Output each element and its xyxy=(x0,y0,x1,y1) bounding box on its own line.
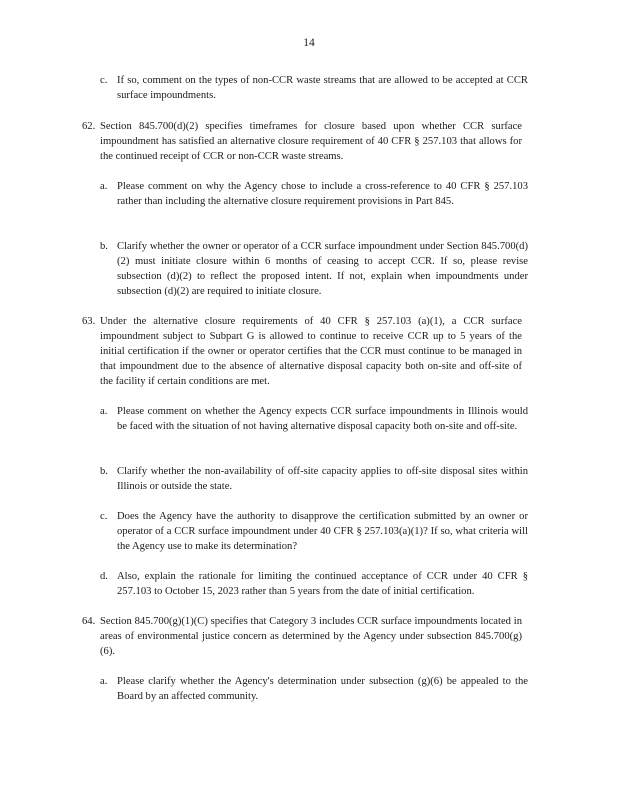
subitem-label: a. xyxy=(100,676,108,687)
subitem-label: b. xyxy=(100,466,108,477)
subitem-text: Also, explain the rationale for limiting the continued acceptance of CCR under 40 CFR § 257.103 to October 15, 2023 rather than 5 years from the date of initial certification. xyxy=(117,571,528,597)
page-number: 14 xyxy=(303,37,315,49)
subitem-label: c. xyxy=(100,75,108,86)
subitem-text: Clarify whether the non-availability of off-site capacity applies to off-site disposal sites within Illinois or outside the state. xyxy=(117,466,528,492)
question-number: 63. xyxy=(82,316,96,327)
subitem-label: b. xyxy=(100,241,108,252)
question-number: 64. xyxy=(82,616,96,627)
subitem-text: Does the Agency have the authority to disapprove the certification submitted by an owner or operator of a CCR surface impoundment under 40 CFR § 257.103(a)(1)? If so, what criteria will the Agency use to make its determination? xyxy=(117,511,528,552)
subitem-label: a. xyxy=(100,181,108,192)
question-62 xyxy=(82,119,522,164)
question-62-subitem-b xyxy=(100,239,528,299)
question-63-subitem-d xyxy=(100,569,528,599)
question-number: 62. xyxy=(82,121,96,132)
subitem-text: Clarify whether the owner or operator of a CCR surface impoundment under Section 845.700(d)(2) must initiate closure within 6 months of ceasing to accept CCR. If so, please revise subsection (d)(2) to reflect the proposed intent. If not, explain when impoundments under subsection (d)(2) are required to initiate closure. xyxy=(117,241,528,297)
question-63-subitem-b xyxy=(100,464,528,494)
question-text: Under the alternative closure requirements of 40 CFR § 257.103 (a)(1), a CCR surface impoundment subject to Subpart G is allowed to continue to receive CCR up to 5 years of the initial certification if the owner or operator certifies that the CCR must continue to be managed in that impoundment due to the absence of alternative disposal capacity both on-site and off-site of the facility if certain conditions are met. xyxy=(100,316,522,387)
question-63-subitem-c xyxy=(100,509,528,554)
question-text: Section 845.700(g)(1)(C) specifies that Category 3 includes CCR surface impoundments located in areas of environmental justice concern as determined by the Agency under subsection 845.700(g)(6). xyxy=(100,616,522,657)
question-64-subitem-a xyxy=(100,674,528,704)
subitem-text: Please comment on why the Agency chose to include a cross-reference to 40 CFR § 257.103 rather than including the alternative closure requirement provisions in Part 845. xyxy=(117,181,528,207)
question-64 xyxy=(82,614,522,659)
subitem-label: d. xyxy=(100,571,108,582)
subitem-label: c. xyxy=(100,511,108,522)
question-63 xyxy=(82,314,522,389)
subitem-text: If so, comment on the types of non-CCR waste streams that are allowed to be accepted at CCR surface impoundments. xyxy=(117,75,528,101)
subitem-text: Please clarify whether the Agency's determination under subsection (g)(6) be appealed to the Board by an affected community. xyxy=(117,676,528,702)
subitem-c-prev xyxy=(100,73,528,103)
question-62-subitem-a xyxy=(100,179,528,209)
subitem-text: Please comment on whether the Agency expects CCR surface impoundments in Illinois would be faced with the situation of not having alternative disposal capacity both on-site and off-site. xyxy=(117,406,528,432)
subitem-label: a. xyxy=(100,406,108,417)
question-text: Section 845.700(d)(2) specifies timeframes for closure based upon whether CCR surface impoundment has satisfied an alternative closure requirement of 40 CFR § 257.103 that allows for the continued receipt of CCR or non-CCR waste streams. xyxy=(100,121,522,162)
question-63-subitem-a xyxy=(100,404,528,434)
